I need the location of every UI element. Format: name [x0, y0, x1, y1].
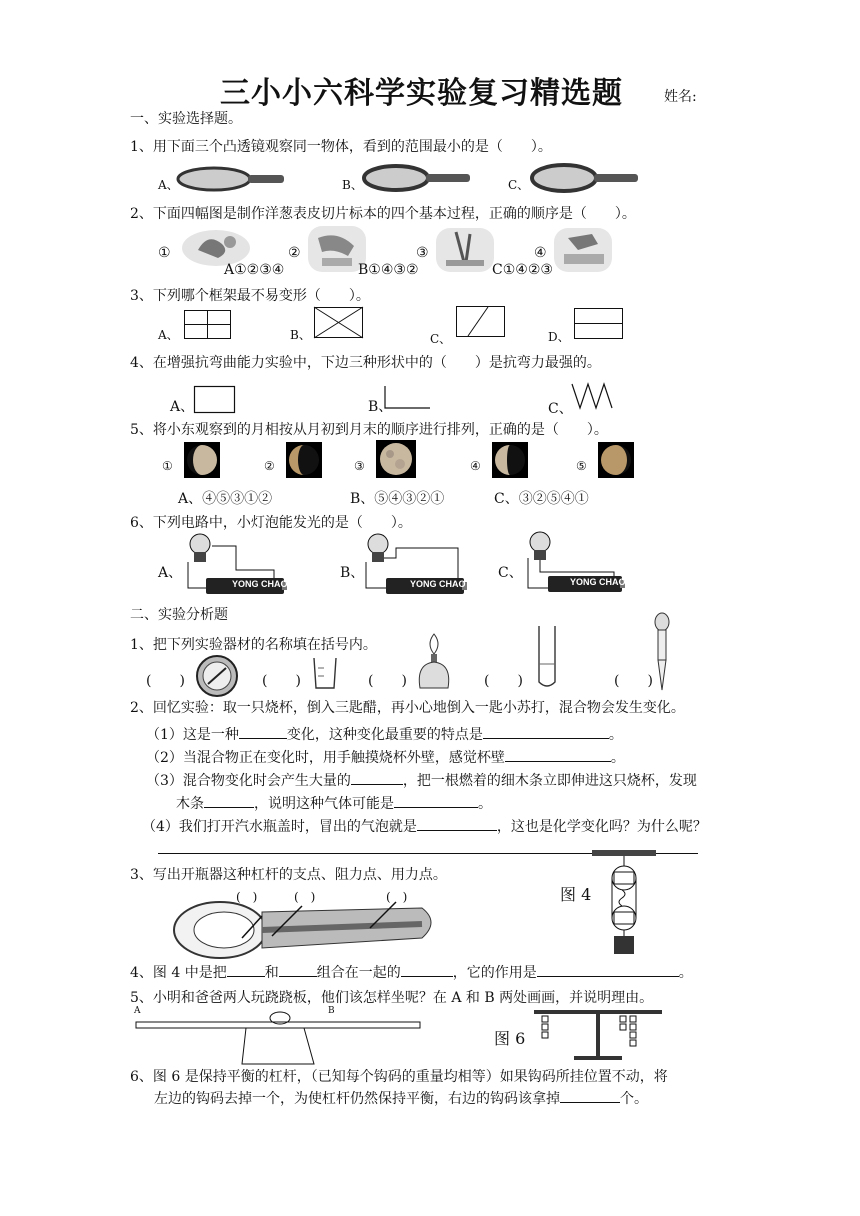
blank-gas-produced[interactable] [351, 770, 403, 785]
s2-q3-text: 3、写出开瓶器这种杠杆的支点、阻力点、用力点。 [130, 867, 447, 883]
seesaw-diagram [136, 1006, 426, 1066]
q2-answer-a: A①②③④ [224, 262, 285, 278]
rectangle-shape [194, 386, 236, 414]
magnifier-a-icon [176, 166, 286, 194]
q5-answer-c: C、③②⑤④① [494, 491, 589, 507]
s2-q1-paren-1: ( ) [146, 673, 185, 689]
q1-option-a: A、 [158, 178, 179, 192]
blank-pulley-1[interactable] [227, 962, 265, 977]
q2-text: 2、下面四幅图是制作洋葱表皮切片标本的四个基本过程，正确的顺序是（ ）。 [130, 206, 636, 222]
q1-text: 1、用下面三个凸透镜观察同一物体，看到的范围最小的是（ ）。 [130, 139, 552, 155]
q1-option-b: B、 [342, 178, 363, 192]
blank-change-feature[interactable] [483, 724, 609, 739]
frame-a-shape [184, 310, 232, 340]
q6-option-a: A、 [158, 565, 183, 581]
q3-option-a: A、 [158, 328, 179, 342]
s2-q2-line1: （1）这是一种 变化，这种变化最重要的特点是 。 [146, 724, 623, 744]
name-label: 姓名: [664, 89, 697, 105]
s2-q2-line2: （2）当混合物正在变化时，用手触摸烧杯外壁，感觉杯壁 。 [146, 747, 625, 767]
q5-answer-a: A、④⑤③①② [178, 491, 273, 507]
s2-q1-paren-5: ( ) [614, 673, 653, 689]
q5-marker-3: ③ [354, 459, 365, 473]
moon-phase-1-image [184, 442, 220, 478]
moon-phase-2-image [286, 442, 322, 478]
q2-marker-4: ④ [534, 245, 547, 261]
alcohol-lamp-image [416, 632, 452, 690]
magnifier-b-icon [362, 164, 472, 194]
compass-image [194, 654, 240, 698]
blank-gas-name[interactable] [394, 793, 478, 808]
test-tube-image [536, 624, 558, 690]
battery-a-label: YONG CHAO [232, 579, 288, 589]
s2-q1-text: 1、把下列实验器材的名称填在括号内。 [130, 637, 377, 653]
q5-marker-5: ⑤ [576, 459, 587, 473]
blank-cup-feeling[interactable] [505, 747, 611, 762]
moon-phase-4-image [492, 442, 528, 478]
q2-answer-b: B①④③② [358, 262, 419, 278]
zigzag-shape [570, 382, 614, 412]
frame-d-shape [574, 308, 624, 340]
s2-q2-text: 2、回忆实验：取一只烧杯，倒入三匙醋，再小心地倒入一匙小苏打，混合物会发生变化。 [130, 700, 685, 716]
pulley-figure-4 [590, 848, 660, 960]
q3-option-c: C、 [430, 332, 452, 346]
fig6-label: 图 6 [494, 1029, 526, 1048]
moon-phase-5-image [598, 442, 634, 478]
q6-text: 6、下列电路中，小灯泡能发光的是（ ）。 [130, 515, 412, 531]
frame-b-shape [314, 307, 364, 339]
q4-option-c: C、 [548, 401, 573, 417]
s2-q1-paren-4: ( ) [484, 673, 523, 689]
fig4-label: 图 4 [560, 885, 592, 904]
q1-option-c: C、 [508, 178, 530, 192]
opener-paren-1: ( ) [236, 890, 258, 904]
q6-option-c: C、 [498, 565, 523, 581]
moon-phase-3-image [376, 440, 416, 478]
bottle-opener-image [172, 898, 442, 960]
s2-q6-line1: 6、图 6 是保持平衡的杠杆，（已知每个钩码的重量均相等）如果钩码所挂位置不动，将 [130, 1069, 668, 1085]
blank-weights-removed[interactable] [560, 1088, 620, 1103]
magnifier-c-icon [530, 163, 640, 195]
s2-q1-paren-3: ( ) [368, 673, 407, 689]
frame-c-shape [456, 306, 506, 338]
blank-wood-result[interactable] [204, 793, 254, 808]
section1-heading: 一、实验选择题。 [130, 111, 242, 127]
beaker-image [312, 656, 338, 690]
q5-marker-2: ② [264, 459, 275, 473]
opener-paren-3: ( ) [386, 890, 408, 904]
q3-text: 3、下列哪个框架最不易变形（ ）。 [130, 288, 370, 304]
battery-b-label: YONG CHAO [410, 579, 466, 589]
section2-heading: 二、实验分析题 [130, 607, 228, 623]
blank-change-type[interactable] [239, 724, 287, 739]
q6-option-b: B、 [340, 565, 365, 581]
q4-text: 4、在增强抗弯曲能力实验中，下边三种形状中的（ ）是抗弯力最强的。 [130, 355, 601, 371]
onion-step3-image [436, 228, 494, 272]
page-title: 三小小六科学实验复习精选题 [220, 76, 623, 111]
q5-marker-4: ④ [470, 459, 481, 473]
blank-bubbles[interactable] [417, 816, 497, 831]
s2-q2-line4: 木条 ，说明这种气体可能是 。 [176, 793, 492, 813]
q5-text: 5、将小东观察到的月相按从月初到月末的顺序进行排列，正确的是（ ）。 [130, 422, 608, 438]
s2-q2-line3: （3）混合物变化时会产生大量的 ，把一根燃着的细木条立即伸进这只烧杯，发现 [146, 770, 697, 790]
lever-figure-6 [534, 1006, 664, 1062]
onion-step4-image [554, 228, 612, 272]
q4-option-b: B、 [368, 399, 393, 415]
dropper-image [650, 612, 674, 692]
s2-q6-line2: 左边的钩码去掉一个，为使杠杆仍然保持平衡，右边的钩码该拿掉 个。 [154, 1088, 648, 1108]
q2-marker-2: ② [288, 245, 301, 261]
point-b-label: B [328, 1006, 335, 1016]
s2-q4-line: 4、图 4 中是把 和 组合在一起的 ，它的作用是 。 [130, 962, 693, 982]
blank-function[interactable] [537, 962, 679, 977]
q2-marker-1: ① [158, 245, 171, 261]
q2-answer-c: C①④②③ [492, 262, 553, 278]
q4-option-a: A、 [170, 399, 195, 415]
q5-marker-1: ① [162, 459, 173, 473]
s2-q1-paren-2: ( ) [262, 673, 301, 689]
l-shape [384, 386, 432, 412]
s2-q5-text: 5、小明和爸爸两人玩跷跷板，他们该怎样坐呢？在 A 和 B 两处画画，并说明理由。 [130, 990, 654, 1006]
q3-option-d: D、 [548, 330, 570, 344]
q5-answer-b: B、⑤④③②① [350, 491, 445, 507]
blank-pulley-2[interactable] [279, 962, 317, 977]
battery-c-label: YONG CHAO [570, 577, 626, 587]
q2-marker-3: ③ [416, 245, 429, 261]
q3-option-b: B、 [290, 328, 311, 342]
opener-paren-2: ( ) [294, 890, 316, 904]
s2-q2-line5: （4）我们打开汽水瓶盖时，冒出的气泡就是 ，这也是化学变化吗？为什么呢？ [142, 816, 707, 836]
point-a-label: A [134, 1006, 141, 1016]
blank-combination[interactable] [401, 962, 453, 977]
